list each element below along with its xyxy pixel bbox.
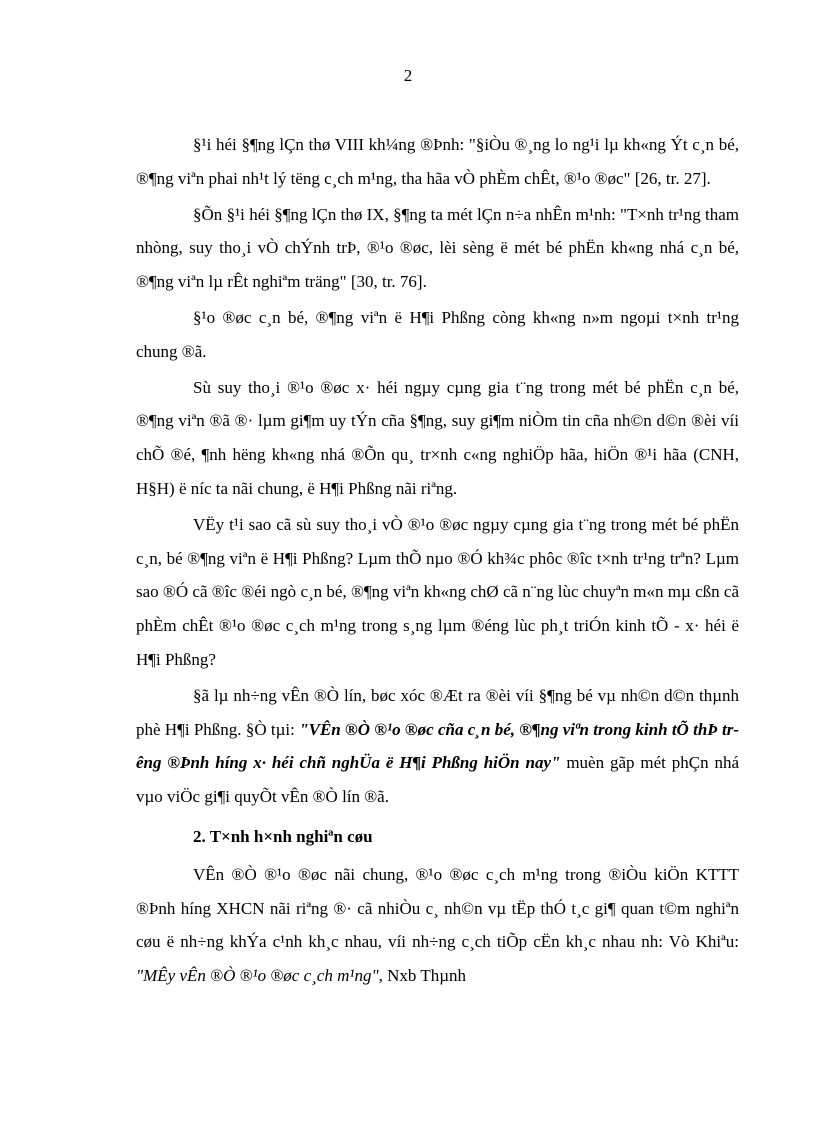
paragraph-lead: VÊn ®Ò ®¹o ®øc nãi chung, ®¹o ®øc c¸ch m¹ng trong ®iÒu kiÖn KTTT ®Þnh híng XHCN nãi riªng ®· cã nhiÒu c¸ nh©n vµ tËp thÓ t¸c gi¶ quan t©m nghiªn cøu ë nh÷ng khÝa c¹nh kh¸c nhau, víi nh÷ng c¸ch tiÕp cËn kh¸c nhau nh: Vò Khiªu:: [136, 864, 739, 952]
paragraph: §¹o ®øc c¸n bé, ®¶ng viªn ë H¶i Phßng còng kh«ng n»m ngoµi t×nh tr¹ng chung ®ã.: [136, 307, 739, 361]
paragraph: Sù suy tho¸i ®¹o ®øc x· héi ngµy cµng gia t¨ng trong mét bé phËn c¸n bé, ®¶ng viªn ®ã ®· lµm gi¶m uy tÝn cña §¶ng, suy gi¶m niÒm tin cña nh©n d©n ®èi víi chÕ ®é, ¶nh hëng kh«ng nhá ®Õn qu¸ tr×nh c«ng nghiÖp hãa, hiÖn ®¹i hãa (CNH, H§H) ë níc ta nãi chung, ë H¶i Phßng nãi riªng.: [136, 377, 739, 498]
paragraph: VËy t¹i sao cã sù suy tho¸i vÒ ®¹o ®øc ngµy cµng gia t¨ng trong mét bé phËn c¸n, bé ®¶ng viªn ë H¶i Phßng? Lµm thÕ nµo ®Ó kh¾c phôc ®îc t×nh tr¹ng trªn? Lµm sao ®Ó cã ®îc ®éi ngò c¸n bé, ®¶ng viªn kh«ng chØ cã n¨ng lùc chuyªn m«n mµ cßn cã phÈm chÊt ®¹o ®øc c¸ch m¹ng trong s¸ng lµm ®éng lùc ph¸t triÓn kinh tÕ - x· héi ë H¶i Phßng?: [136, 514, 739, 669]
book-title: "MÊy vÊn ®Ò ®¹o ®øc c¸ch m¹ng": [136, 966, 379, 986]
section-heading: 2. T×nh h×nh nghiªn cøu: [193, 826, 373, 846]
thesis-title: "VÊn ®Ò ®¹o ®øc cña c¸n bé, ®¶ng viªn trong kinh tÕ thÞ trêng ®Þnh híng x· héi chñ nghÜa ë H¶i Phßng hiÖn nay": [136, 719, 739, 773]
paragraph-tail: muèn gãp mét phÇn nhá vµo viÖc gi¶i quyÕt vÊn ®Ò lín ®ã.: [136, 753, 739, 807]
paragraph-tail: , Nxb Thµnh: [378, 966, 466, 986]
paragraph: §Õn §¹i héi §¶ng lÇn thø IX, §¶ng ta mét lÇn n÷a nhÊn m¹nh: "T×nh tr¹ng tham nhòng, suy tho¸i vÒ chÝnh trÞ, ®¹o ®øc, lèi sèng ë mét bé phËn kh«ng nhá c¸n bé, ®¶ng viªn lµ rÊt nghiªm träng" [30, tr. 76].: [136, 204, 739, 292]
body-text: [136, 128, 739, 993]
page-number: 2: [403, 66, 413, 85]
paragraph-topic: [136, 679, 739, 814]
paragraph-research: [136, 858, 739, 993]
paragraph-lead: §ã lµ nh÷ng vÊn ®Ò lín, bøc xóc ®Æt ra ®èi víi §¶ng bé vµ nh©n d©n thµnh phè H¶i Phßng. §Ò tµi:: [136, 685, 739, 739]
paragraph: §¹i héi §¶ng lÇn thø VIII kh¼ng ®Þnh: "§iÒu ®¸ng lo ng¹i lµ kh«ng Ýt c¸n bé, ®¶ng viªn phai nh¹t lý tëng c¸ch m¹ng, tha hãa vÒ phÈm chÊt, ®¹o ®øc" [26, tr. 27].: [136, 135, 739, 188]
